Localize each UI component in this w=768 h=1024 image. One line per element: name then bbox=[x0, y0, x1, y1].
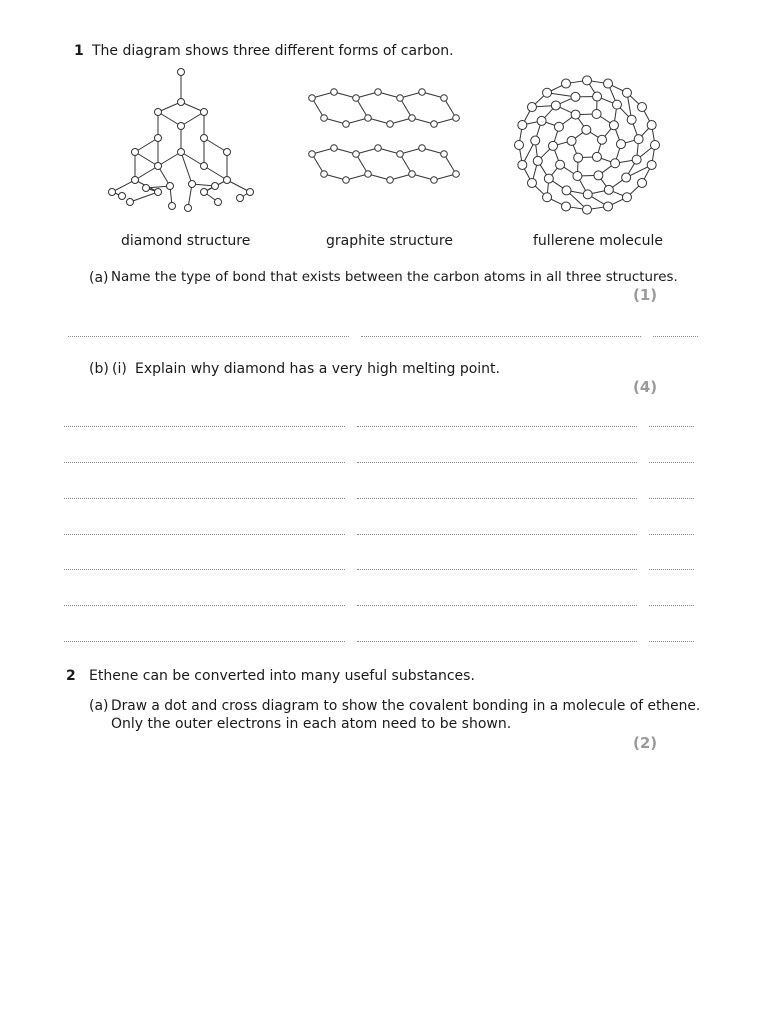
answer-line[interactable] bbox=[649, 605, 694, 606]
carbon-atom bbox=[441, 151, 448, 158]
answer-line[interactable] bbox=[649, 462, 694, 463]
carbon-atom bbox=[155, 189, 162, 196]
answer-line[interactable] bbox=[649, 426, 694, 427]
graphite-caption: graphite structure bbox=[326, 233, 453, 249]
answer-line[interactable] bbox=[649, 534, 694, 535]
answer-line[interactable] bbox=[649, 641, 694, 642]
carbon-atom bbox=[419, 145, 426, 152]
carbon-atom bbox=[562, 186, 571, 195]
carbon-atom bbox=[622, 193, 631, 202]
carbon-atom bbox=[169, 203, 176, 210]
carbon-atom bbox=[533, 156, 542, 165]
q1b-sublabel: (i) bbox=[112, 361, 127, 377]
carbon-atom bbox=[527, 178, 536, 187]
carbon-atom bbox=[583, 190, 592, 199]
carbon-atom bbox=[365, 171, 372, 178]
carbon-atom bbox=[201, 109, 208, 116]
carbon-atom bbox=[343, 177, 350, 184]
answer-line[interactable] bbox=[64, 605, 345, 606]
carbon-atom bbox=[622, 173, 631, 182]
carbon-atom bbox=[409, 115, 416, 122]
carbon-atom bbox=[611, 159, 620, 168]
carbon-atom bbox=[627, 115, 636, 124]
carbon-atom bbox=[592, 152, 601, 161]
diamond-structure-diagram bbox=[100, 66, 260, 216]
question-1-number: 1 bbox=[74, 43, 84, 59]
carbon-atom bbox=[616, 140, 625, 149]
carbon-atom bbox=[212, 183, 219, 190]
carbon-atom bbox=[638, 103, 647, 112]
carbon-atom bbox=[189, 181, 196, 188]
carbon-atom bbox=[647, 160, 656, 169]
carbon-atom bbox=[155, 163, 162, 170]
bond bbox=[181, 152, 192, 184]
carbon-atom bbox=[571, 92, 580, 101]
bond bbox=[135, 138, 158, 152]
carbon-atom bbox=[331, 145, 338, 152]
question-1-stem: The diagram shows three different forms of carbon. bbox=[92, 43, 454, 59]
answer-line[interactable] bbox=[357, 569, 637, 570]
carbon-atom bbox=[556, 160, 565, 169]
carbon-atom bbox=[632, 155, 641, 164]
carbon-atom bbox=[561, 202, 570, 211]
carbon-atom bbox=[431, 177, 438, 184]
answer-line[interactable] bbox=[64, 641, 345, 642]
carbon-atom bbox=[247, 189, 254, 196]
carbon-atom bbox=[638, 178, 647, 187]
q1a-marks: (1) bbox=[633, 286, 658, 304]
answer-line[interactable] bbox=[357, 498, 637, 499]
q2a-line2: Only the outer electrons in each atom need to be shown. bbox=[111, 716, 512, 732]
carbon-atom bbox=[583, 205, 592, 214]
bond bbox=[135, 152, 158, 166]
carbon-atom bbox=[543, 88, 552, 97]
carbon-atom bbox=[375, 89, 382, 96]
answer-line[interactable] bbox=[357, 534, 637, 535]
carbon-atom bbox=[321, 115, 328, 122]
carbon-atom bbox=[387, 177, 394, 184]
carbon-atom bbox=[604, 79, 613, 88]
answer-line[interactable] bbox=[68, 336, 349, 337]
carbon-atom bbox=[604, 185, 613, 194]
carbon-atom bbox=[561, 79, 570, 88]
bond bbox=[158, 152, 181, 166]
carbon-atom bbox=[201, 189, 208, 196]
carbon-atom bbox=[201, 163, 208, 170]
answer-line[interactable] bbox=[64, 534, 345, 535]
bond bbox=[204, 166, 227, 180]
answer-line[interactable] bbox=[357, 605, 637, 606]
answer-line[interactable] bbox=[361, 336, 641, 337]
q1b-marks: (4) bbox=[633, 378, 658, 396]
answer-line[interactable] bbox=[357, 462, 637, 463]
carbon-atom bbox=[594, 171, 603, 180]
bond bbox=[204, 138, 227, 152]
carbon-atom bbox=[321, 171, 328, 178]
carbon-atom bbox=[544, 174, 553, 183]
answer-line[interactable] bbox=[357, 426, 637, 427]
carbon-atom bbox=[224, 149, 231, 156]
answer-line[interactable] bbox=[64, 462, 345, 463]
carbon-atom bbox=[109, 189, 116, 196]
carbon-atom bbox=[543, 193, 552, 202]
carbon-atom bbox=[609, 121, 618, 130]
answer-line[interactable] bbox=[357, 641, 637, 642]
carbon-atom bbox=[592, 110, 601, 119]
carbon-atom bbox=[353, 151, 360, 158]
q2a-label: (a) bbox=[89, 698, 109, 714]
carbon-atom bbox=[571, 110, 580, 119]
bond bbox=[158, 112, 181, 126]
carbon-atom bbox=[647, 121, 656, 130]
bond bbox=[181, 152, 204, 166]
carbon-atom bbox=[353, 95, 360, 102]
carbon-atom bbox=[397, 151, 404, 158]
carbon-atom bbox=[178, 99, 185, 106]
carbon-atom bbox=[574, 153, 583, 162]
carbon-atom bbox=[375, 145, 382, 152]
carbon-atom bbox=[549, 141, 558, 150]
bond bbox=[135, 166, 158, 180]
carbon-atom bbox=[119, 193, 126, 200]
carbon-atom bbox=[651, 141, 660, 150]
carbon-atom bbox=[132, 149, 139, 156]
carbon-atom bbox=[143, 185, 150, 192]
q1a-text: Name the type of bond that exists between the carbon atoms in all three structures. bbox=[111, 270, 678, 285]
carbon-atom bbox=[331, 89, 338, 96]
question-2-stem: Ethene can be converted into many useful substances. bbox=[89, 668, 475, 684]
carbon-atom bbox=[612, 100, 621, 109]
answer-line[interactable] bbox=[649, 569, 694, 570]
carbon-atom bbox=[453, 115, 460, 122]
carbon-atom bbox=[634, 135, 643, 144]
carbon-atom bbox=[573, 171, 582, 180]
carbon-atom bbox=[201, 135, 208, 142]
carbon-atom bbox=[441, 95, 448, 102]
q2a-line1: Draw a dot and cross diagram to show the covalent bonding in a molecule of ethene. bbox=[111, 698, 701, 714]
answer-line[interactable] bbox=[64, 426, 345, 427]
carbon-atom bbox=[419, 89, 426, 96]
answer-line[interactable] bbox=[653, 336, 698, 337]
carbon-atom bbox=[531, 136, 540, 145]
carbon-atom bbox=[224, 177, 231, 184]
drawing-area[interactable] bbox=[64, 760, 694, 1000]
carbon-atom bbox=[309, 151, 316, 158]
carbon-atom bbox=[343, 121, 350, 128]
carbon-atom bbox=[583, 76, 592, 85]
carbon-atom bbox=[397, 95, 404, 102]
carbon-atom bbox=[185, 205, 192, 212]
carbon-atom bbox=[178, 149, 185, 156]
answer-line[interactable] bbox=[64, 498, 345, 499]
carbon-atom bbox=[215, 199, 222, 206]
carbon-atom bbox=[132, 177, 139, 184]
carbon-atom bbox=[604, 202, 613, 211]
carbon-atom bbox=[178, 69, 185, 76]
fullerene-molecule-diagram bbox=[512, 70, 662, 220]
carbon-atom bbox=[167, 183, 174, 190]
answer-line[interactable] bbox=[649, 498, 694, 499]
carbon-atom bbox=[593, 92, 602, 101]
q1b-label: (b) bbox=[89, 361, 109, 377]
carbon-atom bbox=[582, 125, 591, 134]
carbon-atom bbox=[567, 136, 576, 145]
carbon-atom bbox=[453, 171, 460, 178]
carbon-atom bbox=[515, 141, 524, 150]
carbon-atom bbox=[178, 123, 185, 130]
q2a-marks: (2) bbox=[633, 734, 658, 752]
carbon-atom bbox=[597, 135, 606, 144]
bond bbox=[130, 192, 158, 202]
answer-line[interactable] bbox=[64, 569, 345, 570]
question-2-number: 2 bbox=[66, 668, 76, 684]
carbon-atom bbox=[309, 95, 316, 102]
graphite-structure-diagram bbox=[300, 84, 470, 194]
carbon-atom bbox=[622, 88, 631, 97]
fullerene-caption: fullerene molecule bbox=[533, 233, 663, 249]
carbon-atom bbox=[127, 199, 134, 206]
q1b-text: Explain why diamond has a very high melting point. bbox=[135, 361, 500, 377]
carbon-atom bbox=[155, 109, 162, 116]
carbon-atom bbox=[409, 171, 416, 178]
carbon-atom bbox=[554, 122, 563, 131]
carbon-atom bbox=[537, 116, 546, 125]
carbon-atom bbox=[365, 115, 372, 122]
carbon-atom bbox=[518, 121, 527, 130]
carbon-atom bbox=[527, 103, 536, 112]
carbon-atom bbox=[518, 160, 527, 169]
q1a-label: (a) bbox=[89, 270, 109, 286]
carbon-atom bbox=[551, 101, 560, 110]
bond bbox=[181, 112, 204, 126]
diamond-caption: diamond structure bbox=[121, 233, 251, 249]
carbon-atom bbox=[237, 195, 244, 202]
carbon-atom bbox=[155, 135, 162, 142]
carbon-atom bbox=[431, 121, 438, 128]
carbon-atom bbox=[387, 121, 394, 128]
